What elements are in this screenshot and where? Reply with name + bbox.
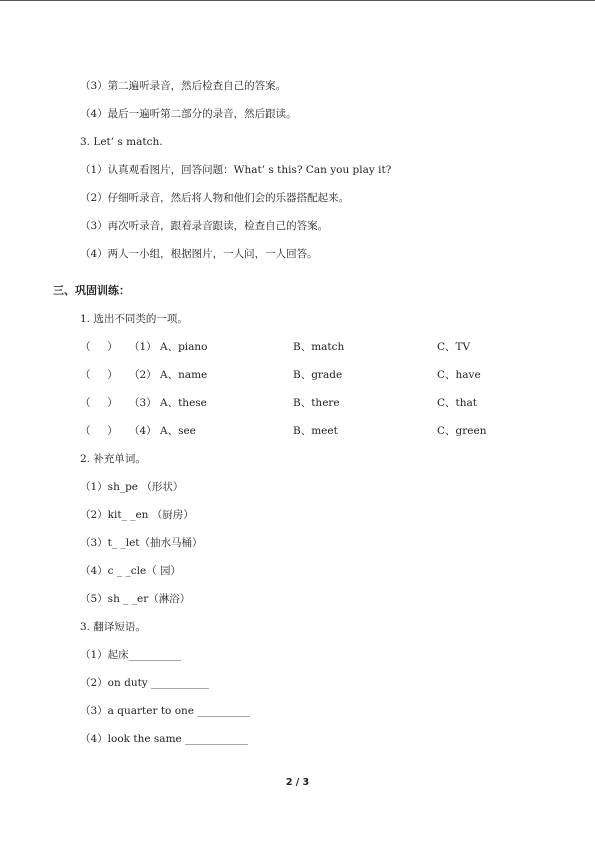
section-3-step-3: （3）再次听录音，跟着录音跟读，检查自己的答案。 <box>80 220 329 232</box>
option-a: A、these <box>160 397 207 409</box>
option-c: C、have <box>437 369 481 381</box>
intro-step-3: （3）第二遍听录音，然后检查自己的答案。 <box>80 80 287 92</box>
question-number: （3） <box>129 397 157 409</box>
option-a: A、name <box>160 369 208 381</box>
exercise-2-item: （4）c _ _cle（ 园） <box>80 565 182 577</box>
exercise-2-item: （3）t_ _let（抽水马桶） <box>80 537 203 549</box>
exercise-3-title: 3. 翻译短语。 <box>80 621 146 633</box>
exercise-2-item: （2）kit_ _en （厨房） <box>80 509 194 521</box>
answer-blank: （ ） <box>80 369 118 381</box>
question-number: （1） <box>129 341 157 353</box>
exercise-2-title: 2. 补充单词。 <box>80 453 146 465</box>
question-number: （2） <box>129 369 157 381</box>
option-c: C、that <box>437 397 477 409</box>
option-c: C、TV <box>437 341 471 353</box>
option-a: A、see <box>160 425 196 437</box>
question-number: （4） <box>129 425 157 437</box>
option-a: A、piano <box>160 341 208 353</box>
exercise-2-item: （1）sh_pe （形状） <box>80 481 184 493</box>
option-b: B、match <box>293 341 345 353</box>
top-border-line <box>0 0 595 1</box>
section-3-step-4: （4）两人一小组，根据图片，一人问，一人回答。 <box>80 248 318 260</box>
section-3-step-1: （1）认真观看图片，回答问题：What’ s this? Can you play it? <box>80 164 392 176</box>
page-number: 2 / 3 <box>285 777 310 788</box>
option-b: B、there <box>293 397 340 409</box>
answer-blank: （ ） <box>80 397 118 409</box>
answer-blank: （ ） <box>80 425 118 437</box>
option-c: C、green <box>437 425 487 437</box>
section-3-step-2: （2）仔细听录音，然后将人物和他们会的乐器搭配起来。 <box>80 192 350 204</box>
answer-blank: （ ） <box>80 341 118 353</box>
option-b: B、meet <box>293 425 338 437</box>
exercise-3-item: （4）look the same ____________ <box>80 733 249 745</box>
option-b: B、grade <box>293 369 343 381</box>
section-3-title: 3. Let’ s match. <box>80 136 163 148</box>
exercise-3-item: （1）起床__________ <box>80 649 182 661</box>
exercise-1-title: 1. 选出不同类的一项。 <box>80 313 188 325</box>
exercise-3-item: （2）on duty ___________ <box>80 677 209 689</box>
exercise-3-item: （3）a quarter to one __________ <box>80 705 250 717</box>
intro-step-4: （4）最后一遍听第二部分的录音，然后跟读。 <box>80 108 297 120</box>
exercise-2-item: （5）sh _ _er（淋浴） <box>80 593 191 605</box>
part-three-heading: 三、巩固训练： <box>53 284 130 297</box>
